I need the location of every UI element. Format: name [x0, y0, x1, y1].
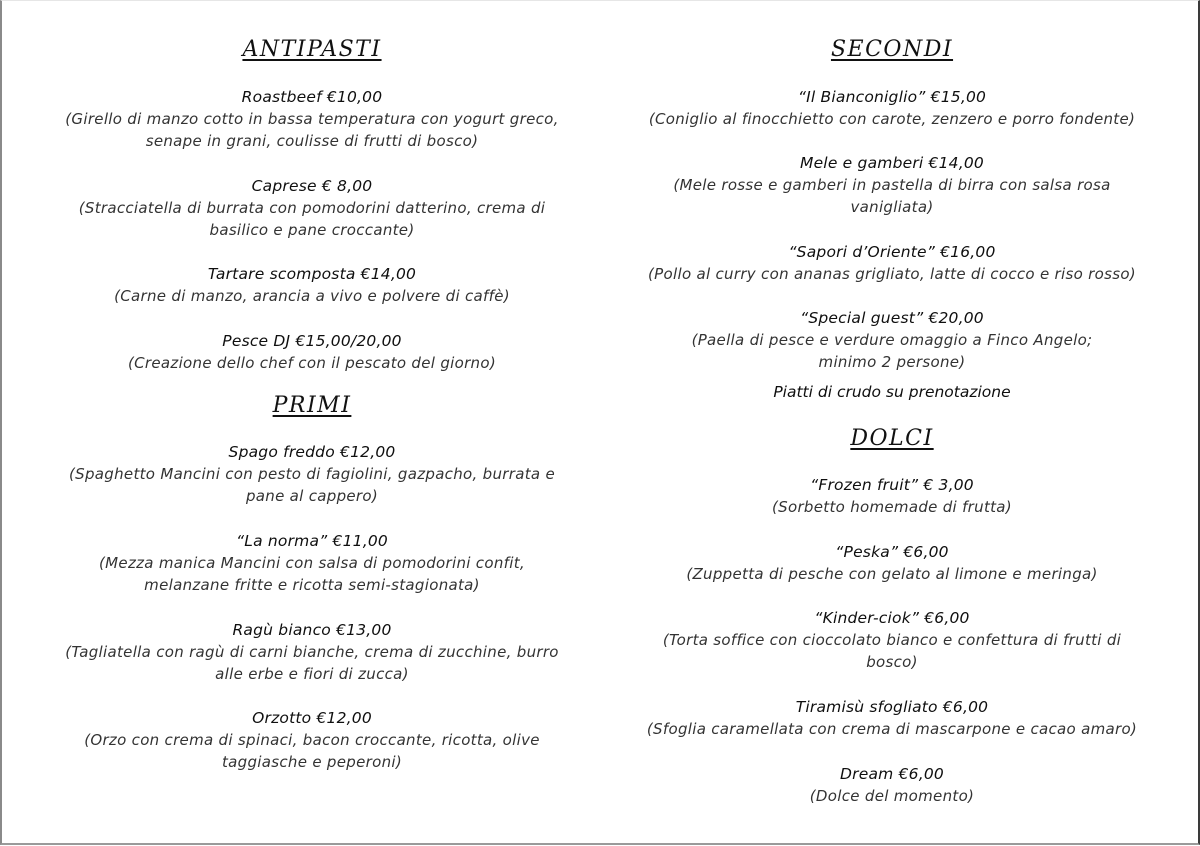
item-description: bosco) — [866, 653, 918, 671]
item-description: (Creazione dello chef con il pescato del giorno) — [128, 354, 496, 372]
menu-item-ragu-bianco — [22, 619, 602, 685]
item-description: (Pollo al curry con ananas grigliato, latte di cocco e riso rosso) — [648, 265, 1136, 283]
item-description: (Stracciatella di burrata con pomodorini datterino, crema di — [78, 199, 546, 217]
item-name: Tiramisù sfogliato €6,00 — [795, 698, 989, 716]
item-name: Pesce DJ €15,00/20,00 — [222, 332, 402, 350]
item-name: Orzotto €12,00 — [252, 709, 372, 727]
item-description: senape in grani, coulisse di frutti di bosco) — [145, 132, 479, 150]
menu-item-la-norma — [22, 530, 602, 596]
menu-item-special-guest — [602, 307, 1182, 373]
section-title-secondi: SECONDI — [830, 37, 954, 62]
item-description: (Carne di manzo, arancia a vivo e polvere di caffè) — [114, 287, 510, 305]
item-description: (Paella di pesce e verdure omaggio a Finco Angelo; — [691, 331, 1093, 349]
section-title-dolci: DOLCI — [850, 426, 934, 451]
item-name: Tartare scomposta €14,00 — [207, 265, 417, 283]
item-description: melanzane fritte e ricotta semi-stagionata) — [144, 576, 480, 594]
item-description: (Sfoglia caramellata con crema di mascarpone e cacao amaro) — [646, 720, 1138, 738]
menu-item-roastbeef — [22, 86, 602, 152]
menu-item-frozen-fruit — [602, 474, 1182, 518]
item-description: minimo 2 persone) — [818, 353, 966, 371]
item-name: Dream €6,00 — [840, 765, 944, 783]
crudo-reservation-note: Piatti di crudo su prenotazione — [773, 383, 1011, 401]
item-name: Spago freddo €12,00 — [228, 443, 396, 461]
item-name: “Frozen fruit” € 3,00 — [810, 476, 974, 494]
item-description: (Torta soffice con cioccolato bianco e confettura di frutti di — [662, 631, 1122, 649]
item-description: (Orzo con crema di spinaci, bacon croccante, ricotta, olive — [84, 731, 540, 749]
menu-item-pesce-dj — [22, 330, 602, 374]
item-description: (Girello di manzo cotto in bassa temperatura con yogurt greco, — [65, 110, 559, 128]
menu-item-orzotto — [22, 707, 602, 773]
item-name: “Peska” €6,00 — [835, 543, 949, 561]
menu-item-il-bianconiglio — [602, 86, 1182, 130]
menu-item-mele-e-gamberi — [602, 152, 1182, 218]
item-description: vanigliata) — [850, 198, 934, 216]
item-description: (Spaghetto Mancini con pesto di fagiolini, gazpacho, burrata e — [69, 465, 555, 483]
item-description: (Dolce del momento) — [809, 787, 975, 805]
item-name: Mele e gamberi €14,00 — [800, 154, 984, 172]
item-description: (Sorbetto homemade di frutta) — [772, 498, 1012, 516]
item-description: (Coniglio al finocchietto con carote, zenzero e porro fondente) — [648, 110, 1136, 128]
item-description: (Mezza manica Mancini con salsa di pomodorini confit, — [99, 554, 525, 572]
menu-item-sapori-oriente — [602, 241, 1182, 285]
item-name: “Sapori d’Oriente” €16,00 — [788, 243, 996, 261]
item-name: Caprese € 8,00 — [251, 177, 373, 195]
item-description: basilico e pane croccante) — [209, 221, 415, 239]
item-name: Roastbeef €10,00 — [241, 88, 383, 106]
menu-item-tartare — [22, 263, 602, 307]
item-name: “Il Bianconiglio” €15,00 — [797, 88, 987, 106]
menu-item-kinder-ciok — [602, 607, 1182, 673]
item-description: pane al cappero) — [245, 487, 379, 505]
menu-item-dream — [602, 763, 1182, 807]
menu-item-caprese — [22, 175, 602, 241]
item-name: Ragù bianco €13,00 — [232, 621, 392, 639]
menu-item-spago-freddo — [22, 441, 602, 507]
item-name: “Special guest” €20,00 — [800, 309, 984, 327]
menu-item-tiramisu-sfogliato — [602, 696, 1182, 740]
item-description: alle erbe e fiori di zucca) — [215, 665, 409, 683]
section-title-antipasti: ANTIPASTI — [242, 37, 382, 62]
item-description: (Zuppetta di pesche con gelato al limone e meringa) — [686, 565, 1098, 583]
menu-item-peska — [602, 541, 1182, 585]
item-description: taggiasche e peperoni) — [221, 753, 402, 771]
item-description: (Tagliatella con ragù di carni bianche, crema di zucchine, burro — [65, 643, 559, 661]
item-description: (Mele rosse e gamberi in pastella di birra con salsa rosa — [673, 176, 1111, 194]
item-name: “Kinder-ciok” €6,00 — [814, 609, 970, 627]
section-title-primi: PRIMI — [272, 393, 352, 418]
item-name: “La norma” €11,00 — [236, 532, 388, 550]
